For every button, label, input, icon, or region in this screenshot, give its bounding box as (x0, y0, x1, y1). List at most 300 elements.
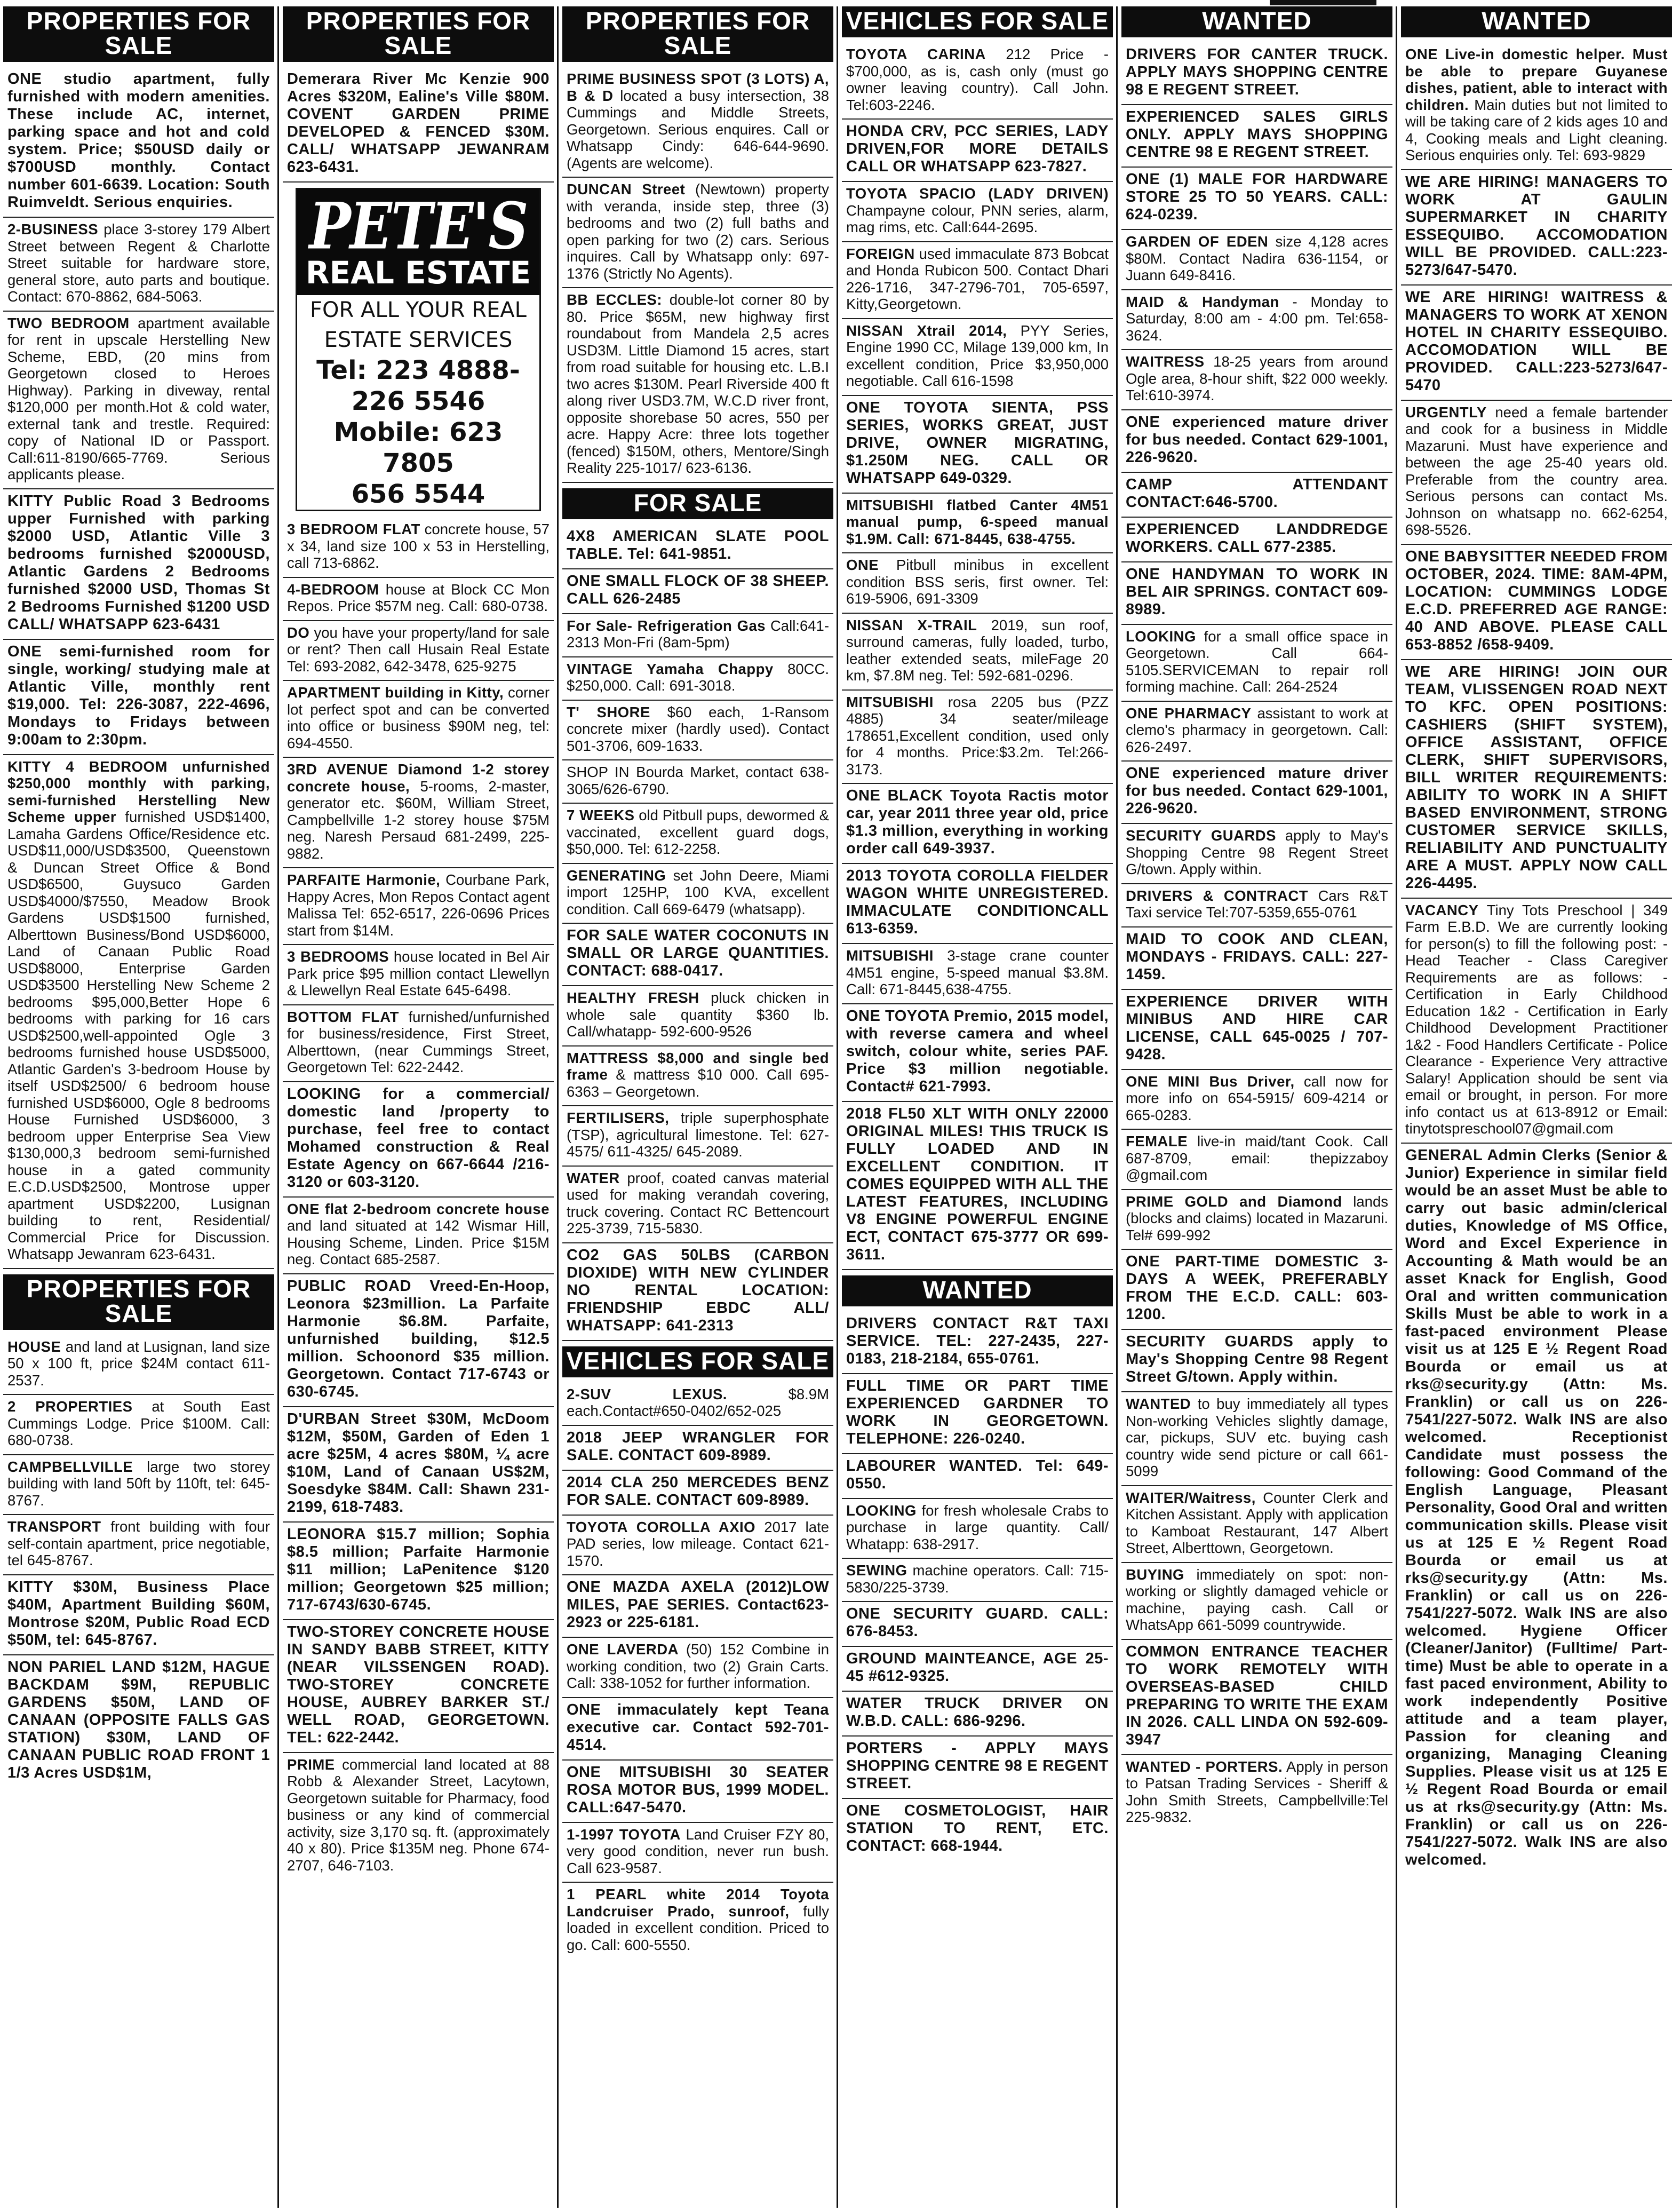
ad-body: apartment available for rent in upscale Herstelling New Scheme, EBD, (20 mins from Georgetown closed to Heroes Highway). Parking in diveway, rental $120,000 per month.Hot & cold water, external tank and trestle. Required: copy of National ID or Passport. Call:611-8190/665-7769. Serious applicants please. (7, 314, 270, 482)
ad-body: immediately on spot: non-working or slightly damaged vehicle or machine, paying cash. Call or WhatsApp 661-5099 countrywide. (1126, 1566, 1389, 1633)
classified-ad (3, 755, 274, 1269)
classified-ad (283, 1274, 554, 1407)
classified-ad (562, 1167, 833, 1243)
ad-lead: ONE (1126, 565, 1160, 583)
ad-body: TO COOK AND CLEAN, MONDAYS - FRIDAYS. CALL: 227-1459. (1126, 930, 1388, 983)
ad-lead: GENERATING (567, 867, 666, 884)
ad-body: house located in Bel Air Park price $95 million contact Llewellyn & Llewellyn Real Estate 645-6498. (287, 948, 550, 998)
ad-body: 2017 late PAD series, low mileage. Contact 621-1570. (567, 1518, 829, 1569)
ad-lead: TOYOTA SPACIO (LADY DRIVEN) (846, 185, 1109, 202)
section-header: VEHICLES FOR SALE (842, 6, 1113, 37)
ad-body: (Newtown) property with veranda, inside step, three (3) bedrooms and two (2) full baths and open parking for two (2) cars. Serious inquires. Call by Whatsapp only: 697-1376 (Strictly No Agents). (567, 181, 830, 282)
ad-body: immaculately kept Teana executive car. Contact 592-701-4514. (567, 1701, 829, 1754)
classified-ad (842, 1454, 1113, 1499)
ad-body: WAITRESS & MANAGERS TO WORK AT XENON HOTEL IN CHARITY ESSEQUIBO. ACCOMODATION WILL BE PROVIDED. CALL:223-5273/647-5470 (1405, 288, 1668, 394)
classified-column-5 (1121, 6, 1392, 2208)
ad-body: size 4,128 acres $80M. Contact Nadira 636-1154, or Juann 649-8416. (1126, 233, 1389, 283)
classified-ad (562, 1698, 833, 1761)
ad-lead: LOOKING (287, 1085, 361, 1103)
ad-lead: VINTAGE Yamaha Chappy (567, 660, 774, 677)
classified-ad (283, 868, 554, 945)
ad-body: need a female bartender and cook for a business in Middle Mazaruni. Must have experience and between the age 25-40 years old. Preferable from the country area. Serious persons can contact Ms. Johnson on whatsapp no. 662-6254, 698-5526. (1405, 403, 1668, 538)
ad-lead: MAID & Handyman (1126, 293, 1279, 310)
classified-ad (1121, 824, 1392, 884)
classified-ad (562, 864, 833, 924)
ad-lead: ONE MINI Bus Driver, (1126, 1073, 1295, 1090)
classified-ad (562, 1575, 833, 1638)
classified-ad (3, 640, 274, 755)
classified-ad (283, 1082, 554, 1198)
ad-body: & mattress $10 000. Call 695-6363 – Georgetown. (567, 1066, 829, 1100)
ad-lead: ONE (567, 1701, 601, 1718)
classified-ad (283, 1407, 554, 1523)
ad-body: JEEP WRANGLER FOR SALE. CONTACT 609-8989. (567, 1429, 830, 1464)
ad-body: front building with four self-contain apartment, price negotiable, tel 645-8767. (7, 1518, 270, 1568)
classified-ad (1121, 1250, 1392, 1330)
ad-lead: CAMP (1126, 475, 1172, 493)
ad-body: double-lot corner 80 by 80. Price $65M, new highway first roundabout from Mandela 2,5 acres USD3M. Little Diamond 15 acres, start from road suitable for housing etc. L.B.I two acres $130M. Pearl Riverside 400 ft along river USD3.7M, W.C.D river front, opposite shorebase 50 acres, 550 per acre. Happy Acre: three lots together (fenced) $150M, others, Mentore/Singh Reality 225-1017/ 623-6136. (567, 291, 829, 476)
ad-body: for a commercial/ domestic land /property to purchase, feel free to contact Mohamed construction & Real Estate Agency on 667-6644 /216-3120 or 603-3120. (287, 1085, 550, 1191)
classified-ad (1121, 562, 1392, 625)
ad-lead: PUBLIC ROAD (287, 1277, 411, 1295)
ad-lead: GROUND (846, 1650, 917, 1667)
ad-lead: PORTERS (846, 1740, 923, 1757)
column-rule (1396, 6, 1397, 2208)
ad-body: PYY Series, Engine 1990 CC, Milage 139,000 km, In excellent condition, Price $3,950,000 negotiable. Call 616-1598 (846, 322, 1109, 389)
ad-lead: 2-SUV LEXUS. (567, 1385, 727, 1402)
classified-ad (3, 1455, 274, 1516)
logo-mob2: 656 5544 (351, 479, 485, 509)
column-rule (1116, 6, 1118, 2208)
ad-lead: 7 WEEKS (567, 807, 635, 823)
ad-body: concrete house, 57 x 34, land size 100 x 53 in Herstelling, call 713-6862. (287, 521, 550, 571)
classified-ad (283, 1753, 554, 1880)
ad-body: Tiny Tots Preschool | 349 Farm E.B.D. We are currently looking for person(s) to fill the following post: - Head Teacher - Class Caregiver Requirements are as follows: - Certification in Early Childhood Education 1&2 - Certification in Early Childhood Development Practitioner 1&2 - Food Handlers Certificate - Police Clearance - Experience Very attractive Salary! Application should be sent via email or brought, in person. For more info contact us at 613-8912 or Email: tinytotspreschool07@gmail.com (1405, 901, 1668, 1137)
ad-lead: DO (287, 624, 310, 641)
classified-column-6 (1401, 6, 1672, 2208)
ad-body: MANAGERS TO WORK AT GAULIN SUPERMARKET IN CHARITY ESSEQUIBO. ACCOMODATION WILL BE PROVIDED. CALL:223-5273/647-5470. (1405, 173, 1668, 279)
ad-lead: ONE (846, 787, 881, 804)
ad-body: MAZDA AXELA (2012)LOW MILES, PAE SERIES. Contact623-2923 or 225-6181. (567, 1579, 829, 1631)
ad-body: WANTED. Tel: 649-0550. (846, 1457, 1109, 1492)
classified-ad (283, 621, 554, 681)
ad-lead: ONE PHARMACY (1126, 704, 1252, 722)
classified-ad (1121, 1486, 1392, 1563)
classified-column-1 (3, 6, 274, 2208)
classified-ad (842, 1312, 1113, 1374)
ad-body: SECURITY GUARD. CALL: 676-8453. (846, 1605, 1109, 1640)
classified-ad (842, 1559, 1113, 1602)
section-header: WANTED (1121, 6, 1392, 37)
classified-ad (283, 681, 554, 758)
ad-lead: WE ARE HIRING! (1405, 173, 1540, 191)
top-edge-bar (1270, 0, 1376, 5)
classified-ad (1401, 545, 1672, 660)
classified-ad (1121, 927, 1392, 990)
ad-lead: LOOKING (1126, 628, 1196, 645)
ad-lead: TOYOTA COROLLA AXIO (567, 1518, 756, 1535)
ad-body: Counter Clerk and Kitchen Assistant. Apply with application to Kamboat Restaurant, 147 Albert Street, Alberttown, Georgetown. (1126, 1489, 1388, 1556)
ad-body: - Monday to Saturday, 8:00 am - 4:00 pm. Tel:658-3624. (1126, 293, 1389, 344)
ad-body: FOR CANTER TRUCK. APPLY MAYS SHOPPING CENTRE 98 E REGENT STREET. (1126, 46, 1389, 98)
ad-lead: FEMALE (1126, 1133, 1188, 1149)
classified-ad (3, 67, 274, 218)
classified-ad (562, 1761, 833, 1823)
ad-body: AMERICAN SLATE POOL TABLE. Tel: 641-9851. (567, 527, 829, 562)
ad-lead: HONDA (846, 123, 904, 140)
logo-name: PETE'S (309, 188, 528, 264)
ad-body: Street $30M, McDoom $12M, $50M, Garden of Eden 1 acre $25M, 4 acres $80M, ¼ acre $10M, Land of Canaan US$2M, Soesdyke $84M. Call: Shawn 231-2199, 618-7483. (287, 1410, 550, 1516)
classified-ad (562, 1426, 833, 1471)
ad-lead: 2-BUSINESS (7, 221, 99, 237)
ad-body: Admin Clerks (Senior & Junior) Experience in similar field would be an asset Must be able to carry out basic admin/clerical duties, Knowledge of MS Office, Word and Excel Experience in Accounting & Math would be an asset Knack for English, Good Oral and written communication Skills Must be able to work in a fast-paced environment Please visit us at 125 E ½ Regent Road Bourda or email us at rks@security.gy (Attn: Ms. Franklin) or call us on 226-7541/227-5072. Walk INS are also welcomed. Receptionist Candidate must possess the following: Good Command of the English Language, Pleasant Personality, Good Oral and written communication skills. Please visit us at 125 E ½ Regent Road Bourda or email us at rks@security.gy (Attn: Ms. Franklin) or call us on 226-7541/227-5072. Walk INS are also welcomed. Hygiene Officer (Cleaner/Janitor) (Fulltime/ Part-time) Must be able to operate in a fast paced environment, Ability to work independently Positive attitude and a team player, Passion for cleaning and organizing, Managing Cleaning Supplies. Please visit us at 125 E ½ Regent Road Bourda or email us at rks@security.gy (Attn: Ms. Franklin) or call us on 226-7541/227-5072. Walk INS are also welcomed. (1405, 1146, 1668, 1868)
ad-body: CLA 250 MERCEDES BENZ FOR SALE. CONTACT 609-8989. (567, 1473, 829, 1509)
classified-ad (842, 1499, 1113, 1559)
ad-body: 5-rooms, 2-master, generator etc. $60M, William Street, Campbellville 1-2 storey house $75M neg. Naresh Persaud 681-2499, 225-9882. (287, 778, 550, 862)
classified-ad (283, 758, 554, 868)
classified-ad (562, 924, 833, 986)
ad-body: Champayne colour, PNN series, alarm, mag rims, etc. Call:644-2695. (846, 202, 1109, 235)
ad-lead: BB ECCLES: (567, 291, 663, 308)
ad-lead: MITSUBISHI flatbed Canter 4M51 manual pump, 6-speed manual $1.9M. Call: 671-8445, 638-4755. (846, 496, 1109, 547)
ad-lead: 3 BEDROOM FLAT (287, 521, 420, 537)
classified-column-3 (562, 6, 833, 2208)
ad-body: SALES GIRLS ONLY. APPLY MAYS SHOPPING CENTRE 98 E REGENT STREET. (1126, 108, 1388, 161)
ad-lead: NON PARIEL (7, 1658, 106, 1676)
ad-body: place 3-storey 179 Albert Street between Regent & Charlotte Street suitable for hardware store, general store, auto parts and boutique. Contact: 670-8862, 684-5063. (7, 221, 270, 305)
ad-lead: VACANCY (1405, 901, 1479, 918)
ad-body: $30M, Business Place $40M, Apartment Building $60M, Montrose $20M, Public Road ECD $50M, tel: 645-8767. (7, 1578, 270, 1648)
ad-body: MAINTEANCE, AGE 25-45 #612-9325. (846, 1650, 1109, 1685)
classified-ad (1121, 168, 1392, 230)
ad-body: fully loaded in excellent condition. Priced to go. Call: 600-5550. (567, 1902, 830, 1953)
ad-lead: WANTED - PORTERS. (1126, 1758, 1283, 1775)
ad-lead: 2 PROPERTIES (7, 1398, 133, 1415)
ad-body: CONTACT R&T TAXI SERVICE. TEL: 227-2435, 227-0183, 218-2184, 655-0761. (846, 1314, 1109, 1367)
logo-subtitle: REAL ESTATE (305, 255, 531, 291)
classified-ad (1121, 518, 1392, 562)
classified-ad (1401, 43, 1672, 170)
ad-lead: 2013 (846, 867, 882, 884)
ad-lead: BOTTOM FLAT (287, 1008, 399, 1025)
ad-lead: HOUSE (7, 1338, 61, 1355)
classified-ad (1121, 105, 1392, 168)
ad-lead: WATER (567, 1169, 620, 1186)
ad-body: COSMETOLOGIST, HAIR STATION TO RENT, ETC. CONTACT: 668-1944. (846, 1802, 1109, 1854)
classified-ad (1121, 473, 1392, 518)
classified-ad (562, 288, 833, 483)
ad-body: assistant to work at clemo's pharmacy in georgetown. Call: 626-2497. (1126, 704, 1389, 755)
ad-body: set John Deere, Miami import 125HP, 100 KVA, excellent condition. Call 669-6479 (whatsapp). (567, 867, 829, 917)
classified-ad (1121, 230, 1392, 290)
classified-ad (3, 1395, 274, 1455)
ad-lead: WE ARE HIRING! (1405, 288, 1549, 306)
ad-body: for fresh wholesale Crabs to purchase in large quantity. Call/ Whatapp: 638-2917. (846, 1502, 1109, 1552)
ad-body: MITSUBISHI 30 SEATER ROSA MOTOR BUS, 1999 MODEL. CALL:647-5470. (567, 1763, 829, 1816)
section-header: WANTED (842, 1275, 1113, 1306)
ad-body: OR PART TIME EXPERIENCED GARDNER TO WORK IN GEORGETOWN. TELEPHONE: 226-0240. (846, 1377, 1109, 1447)
ad-lead: TWO BEDROOM (7, 314, 130, 331)
classified-ad (3, 312, 274, 489)
ad-body: TOYOTA COROLLA FIELDER WAGON WHITE UNREGISTERED. IMMACULATE CONDITIONCALL 613-6359. (846, 867, 1109, 937)
ad-lead: Demerara River Mc Kenzie (287, 70, 511, 88)
ad-lead: ONE (1126, 1253, 1160, 1270)
ad-body: apply to May's Shopping Centre 98 Regent Street G/town. Apply within. (1126, 827, 1389, 877)
ad-body: 2019, sun roof, surround cameras, fully loaded, turbo, leather extended seats, mileFage 20 km, $7.8M neg. Tel: 592-681-0296. (846, 616, 1109, 684)
classified-ad (842, 614, 1113, 691)
classified-ad (562, 986, 833, 1046)
ad-lead: EXPERIENCE (1126, 993, 1228, 1010)
ad-lead: ONE Live-in domestic helper. Must be able to prepare Guyanese dishes, patient, able to interact with children. (1405, 46, 1668, 113)
classified-ad (842, 494, 1113, 554)
classified-ad (842, 396, 1113, 494)
ad-body: ATTENDANT CONTACT:646-5700. (1126, 475, 1388, 511)
ad-lead: MITSUBISHI (846, 947, 934, 964)
classified-ad (1121, 350, 1392, 410)
ad-body: pluck chicken in whole sale quantity $360 lb. Call/whatapp- 592-600-9526 (567, 989, 829, 1040)
ad-lead: GARDEN OF EDEN (1126, 233, 1269, 250)
ad-body: semi-furnished room for single, working/ studying male at Atlantic Ville, monthly rent $19,000. Tel: 226-3087, 222-4696, Mondays to Fridays between 9:00am to 2:30pm. (7, 643, 270, 748)
ad-body: FL50 XLT WITH ONLY 22000 ORIGINAL MILES! THIS TRUCK IS FULLY LOADED AND IN EXCELLENT CONDITION. IT COMES EQUIPPED WITH ALL THE LATEST FEATURES, INCLUDING V8 ENGINE POWERFUL ENGINE ECT, CONTACT 675-3777 OR 699-3611. (846, 1105, 1109, 1263)
ad-lead: WAITRESS (1126, 353, 1205, 370)
section-header: PROPERTIES FOR SALE (562, 6, 833, 62)
ad-lead: WANTED (1126, 1396, 1191, 1412)
ad-lead: T' SHORE (567, 703, 650, 720)
ad-lead: DRIVERS (1126, 46, 1197, 63)
ad-body: $8.9M each.Contact#650-0402/652-025 (567, 1385, 830, 1419)
ad-body: TOYOTA Premio, 2015 model, with reverse camera and wheel switch, colour white, series PAF. Price $3 million negotiable. Contact# 621-7993. (846, 1007, 1109, 1095)
ad-body: (50) 152 Combine in working condition, two (2) Grain Carts. Call: 338-1052 for further information. (567, 1641, 829, 1691)
ad-body: experienced mature driver for bus needed. Contact 629-1001, 226-9620. (1126, 765, 1388, 817)
ad-lead: TWO-STOREY (287, 1623, 394, 1640)
classified-ad (1401, 286, 1672, 401)
classified-ad (562, 525, 833, 569)
ad-body: Main duties but not limited to will be taking care of 2 kids ages 10 and 4, Cooking meals and Light cleaning. Serious enquiries only. Tel: 693-9829 (1405, 96, 1668, 163)
ad-body: proof, coated canvas material used for making verandah covering, truck covering. Contact RC Bettencourt 225-3739, 715-5830. (567, 1169, 830, 1236)
ad-lead: ONE BABYSITTER NEEDED (1405, 548, 1617, 565)
ad-body: GUARDS apply to May's Shopping Centre 98 Regent Street G/town. Apply within. (1126, 1333, 1388, 1385)
ad-body: 900 Acres $320M, Ealine's Ville $80M. COVENT GARDEN PRIME DEVELOPED & FENCED $30M. CALL/ WHATSAPP JEWANRAM 623-6431. (287, 70, 550, 176)
classified-ad (842, 242, 1113, 319)
ad-lead: ONE (1126, 765, 1160, 782)
ad-lead: FULL TIME (846, 1377, 945, 1394)
ad-lead: TRANSPORT (7, 1518, 101, 1535)
section-header: WANTED (1401, 6, 1672, 37)
classified-ad (842, 944, 1113, 1004)
ad-lead: 2018 (846, 1105, 882, 1122)
classified-ad (562, 760, 833, 804)
classified-ad (842, 1004, 1113, 1102)
classified-ad (562, 701, 833, 761)
ad-lead: WAITER/Waitress, (1126, 1489, 1256, 1506)
classified-ad (283, 1005, 554, 1082)
classified-ad (562, 657, 833, 701)
classified-column-2 (283, 6, 554, 2208)
classified-ad (842, 691, 1113, 784)
ad-body: Apply in person to Patsan Trading Services - Sheriff & John Smith Streets, Campbellville:Tel 225-9832. (1126, 1758, 1389, 1825)
classified-ad (842, 1737, 1113, 1799)
ad-lead: LABOURER (846, 1457, 936, 1474)
section-header: VEHICLES FOR SALE (562, 1346, 833, 1377)
ad-body: corner lot perfect spot and can be converted into office or business $90M neg, tel: 694-4550. (287, 684, 550, 751)
ad-body: TOYOTA SIENTA, PSS SERIES, WORKS GREAT, JUST DRIVE, OWNER MIGRATING, $1.250M NEG. CALL OR WHATSAPP 649-0329. (846, 399, 1109, 487)
ad-lead: ONE (846, 399, 881, 416)
classified-ad (842, 864, 1113, 944)
ad-lead: ONE (1126, 171, 1160, 188)
ad-body: CRV, PCC SERIES, LADY DRIVEN,FOR MORE DETAILS CALL OR WHATSAPP 623-7827. (846, 123, 1109, 175)
classified-ad (3, 489, 274, 640)
classified-ad (1121, 762, 1392, 824)
ad-body: commercial land located at 88 Robb & Alexander Street, Lacytown, Georgetown suitable for Pharmacy, food business or any kind of commercial activity, size 3,170 sq. ft. (approximately 40 x 80). Price $135M neg. Phone 674-2707, 646-7103. (287, 1756, 550, 1874)
classified-ad (562, 1516, 833, 1576)
classified-ad (3, 1575, 274, 1655)
ad-lead: ONE (567, 1763, 601, 1781)
ad-body: lands (blocks and claims) located in Mazaruni. Tel# 699-992 (1126, 1193, 1388, 1243)
ad-lead: ONE (1126, 413, 1160, 431)
ad-body: (1) MALE FOR HARDWARE STORE 25 TO 50 YEARS. CALL: 624-0239. (1126, 171, 1388, 223)
ad-lead: LEONORA (287, 1525, 366, 1543)
ad-body: SHOP IN Bourda Market, contact 638-3065/626-6790. (567, 764, 829, 797)
ad-body: 18-25 years from around Ogle area, 8-hour shift, $22 000 weekly. Tel:610-3974. (1126, 353, 1388, 403)
classified-ad (1401, 899, 1672, 1144)
ad-body: Cars R&T Taxi service Tel:707-5359,655-0761 (1126, 887, 1389, 921)
ad-lead: COMMON (1126, 1643, 1200, 1660)
classified-ad (283, 518, 554, 578)
classified-ad (562, 1383, 833, 1426)
ad-body: furnished/unfurnished for business/residence, First Street, Alberttown, (near Cummings Street, Georgetown Tel: 622-2442. (287, 1008, 550, 1075)
classified-ad (562, 1823, 833, 1883)
logo-line2: ESTATE SERVICES (324, 328, 513, 352)
classified-ad (1401, 401, 1672, 545)
ad-body: FROM OCTOBER, 2024. TIME: 8AM-4PM, LOCATION: CUMMINGS LODGE E.C.D. PREFERRED AGE RANGE: 40 AND ABOVE. PLEASE CALL 653-8852 /658-9409. (1405, 548, 1668, 653)
classified-ad (1121, 625, 1392, 702)
ad-body: SMALL FLOCK OF 38 SHEEP. CALL 626-2485 (567, 572, 829, 607)
ad-body: DRIVER WITH MINIBUS AND HIRE CAR LICENSE, CALL 645-0025 / 707-9428. (1126, 993, 1389, 1063)
ad-body: furnished USD$1400, Lamaha Gardens Office/Residence etc. USD$11,000/USD$3500, Queenstown & Duncan Street Office & Bond USD$6500, Guysuco Garden USD$4000/$7550, Meadow Brook Gardens USD$1500 furnished, Alberttown Business/Bond USD$6000, Land of Canaan Public Road USD$8000, Enterprise Garden USD$3500 Herstelling New Scheme 2 bedrooms $95,000,Better Hope 6 bedrooms with parking for 16 cars USD$2500,well-appointed Ogle 3 bedrooms furnished house USD$5000, Atlantic Garden's 3-bedroom House by itself USD$2500/ 6 bedroom house furnished USD$6000, Ogle 8 bedrooms House Furnished USD$6000, 3 bedroom upper Enterprise Sea View $130,000,3 bedroom semi-furnished house in a gated community E.C.D.USD$2500, Montrose upper apartment USD$2200, Lusignan building to rent, Residential/ Commercial Price for Discussion. Whatsapp Jewanram 623-6431. (7, 808, 270, 1262)
classified-ad (842, 1799, 1113, 1860)
ad-body: Courbane Park, Happy Acres, Mon Repos Contact agent Malissa Tel: 652-6517, 226-0696 Prices start from $14M. (287, 871, 550, 939)
logo-banner (297, 189, 539, 295)
classified-ad (1121, 1070, 1392, 1130)
petes-real-estate-logo (296, 188, 541, 511)
ad-lead: CAMPBELLVILLE (7, 1458, 133, 1475)
ad-body: TRUCK DRIVER ON W.B.D. CALL: 686-9296. (846, 1695, 1109, 1730)
classified-ad (3, 1655, 274, 1787)
column-rule (277, 6, 279, 2208)
classified-ad (842, 182, 1113, 242)
ad-lead: EXPERIENCED (1126, 108, 1240, 125)
ad-lead: PARFAITE Harmonie, (287, 871, 441, 888)
ad-lead: KITTY (7, 1578, 53, 1596)
classified-ad (1121, 884, 1392, 927)
ad-lead: MITSUBISHI (846, 693, 934, 710)
ad-body: HANDYMAN TO WORK IN BEL AIR SPRINGS. CONTACT 609-8989. (1126, 565, 1388, 618)
ad-lead: HEALTHY FRESH (567, 989, 699, 1006)
ad-lead: PRIME GOLD and Diamond (1126, 1193, 1342, 1210)
ad-body: 80CC. $250,000. Call: 691-3018. (567, 660, 830, 694)
ad-body: machine operators. Call: 715-5830/225-3739. (846, 1562, 1109, 1596)
ad-lead: DRIVERS (846, 1314, 917, 1332)
ad-lead: SECURITY GUARDS (1126, 827, 1277, 844)
ad-body: at South East Cummings Lodge. Price $100M. Call: 680-0738. (7, 1398, 270, 1448)
ad-body: rosa 2205 bus (PZZ 4885) 34 seater/mileage 178651,Excellent condition, used only for 4 months. Price:$3.2m. Tel:266-3173. (846, 693, 1109, 778)
ad-lead: APARTMENT building in Kitty, (287, 684, 504, 701)
ad-lead: CO2 GAS 50LBS (567, 1246, 731, 1264)
ad-lead: ONE (846, 1605, 881, 1622)
ad-lead: ONE (7, 643, 42, 660)
ad-body: (CARBON DIOXIDE) WITH NEW CYLINDER NO RENTAL LOCATION: FRIENDSHIP EBDC ALL/ WHATSAPP: 641-2313 (567, 1246, 830, 1334)
ad-body: and land situated at 142 Wismar Hill, Housing Scheme, Linden. Price $15M neg. Contact 685-2587. (287, 1217, 550, 1267)
ad-body: PART-TIME DOMESTIC 3-DAYS A WEEK, PREFERABLY FROM THE E.C.D. CALL: 603-1200. (1126, 1253, 1389, 1323)
ad-body: triple superphosphate (TSP), agricultural limestone. Tel: 627-4575/ 611-4325/ 645-2089. (567, 1109, 829, 1160)
classified-ad (562, 1638, 833, 1698)
classified-ad (283, 1620, 554, 1753)
section-header: FOR SALE (562, 488, 833, 519)
classified-ad (1121, 702, 1392, 762)
classified-ad (1121, 1130, 1392, 1190)
classified-ad (842, 43, 1113, 120)
ad-lead: PRIME (287, 1756, 335, 1773)
classified-ad (562, 1046, 833, 1107)
ad-lead: URGENTLY (1405, 403, 1487, 421)
ad-body: call now for more info on 654-5915/ 609-4214 or 665-0283. (1126, 1073, 1389, 1123)
classified-ad (1401, 170, 1672, 286)
ad-lead: ONE flat 2-bedroom concrete house (287, 1200, 550, 1217)
ad-lead: MATTRESS $8,000 and single bed frame (567, 1049, 829, 1083)
section-header: PROPERTIES FOR SALE (283, 6, 554, 62)
classified-ad (562, 1883, 833, 1959)
ad-body: located a busy intersection, 38 Cummings and Middle Streets, Georgetown. Serious enquires. Call or Whatsapp Cindy: 646-644-9690. (Agents are welcome). (567, 87, 829, 171)
ad-lead: DRIVERS & CONTRACT (1126, 887, 1309, 904)
ad-lead: ONE (846, 557, 879, 573)
ad-lead: 3RD AVENUE Diamond 1-2 storey concrete house, (287, 761, 550, 795)
ad-lead: NISSAN Xtrail 2014, (846, 322, 1007, 339)
ad-lead: 3 BEDROOMS (287, 948, 389, 965)
ad-body: Call:641-2313 Mon-Fri (8am-5pm) (567, 617, 829, 651)
ad-lead: FOR SALE (567, 927, 649, 944)
ad-lead: SECURITY (1126, 1333, 1206, 1350)
ad-lead: 4-BEDROOM (287, 581, 379, 598)
ad-body: - APPLY MAYS SHOPPING CENTRE 98 E REGENT STREET. (846, 1740, 1109, 1792)
ad-lead: TOYOTA CARINA (846, 46, 986, 62)
classified-ad (842, 784, 1113, 864)
ad-lead: KITTY 4 BEDROOM unfurnished $250,000 monthly with parking, semi-furnished Herstelling New Scheme upper (7, 758, 270, 825)
ad-body: Public Road 3 Bedrooms upper Furnished with parking $2000 USD, Atlantic Ville 3 bedrooms furnished $2000USD, Atlantic Gardens 2 Bedrooms furnished $2000 USD, Thomas St 2 Bedrooms Furnished $1200 USD CALL/ WHATSAPP 623-6431 (7, 492, 270, 633)
classified-ad (842, 319, 1113, 396)
classified-ad (562, 569, 833, 614)
classified-ad (283, 578, 554, 621)
logo-line1: FOR ALL YOUR REAL (310, 298, 527, 322)
ad-lead: SEWING (846, 1562, 907, 1579)
ad-body: $60 each, 1-Ransom concrete mixer (hardly used). Contact 501-3706, 609-1633. (567, 703, 829, 754)
classified-ad (283, 1523, 554, 1620)
ad-lead: 1 PEARL white 2014 Toyota Landcruiser Prado, sunroof, (567, 1886, 829, 1920)
ad-lead: 2018 (567, 1429, 602, 1446)
ad-lead: ONE LAVERDA (567, 1641, 679, 1658)
ad-lead: WATER (846, 1695, 903, 1712)
ad-body: Pitbull minibus in excellent condition BSS seris, first owner. Tel: 619-5906, 691-3309 (846, 557, 1109, 607)
ad-body: VLISSENGEN ROAD NEXT TO KFC. OPEN POSITIONS: CASHIERS (SHIFT SYSTEM), OFFICE ASSISTANT, OFFICE CLERK, SHIFT SUPERVISORS, BILL WRITER REQUIREMENTS: ABILITY TO WORK IN A SHIFT BASED ENVIRONMENT, STRONG CUSTOMER SERVICE SKILLS, RELIABILITY AND PUNCTUALITY ARE A MUST. APPLY NOW CALL 226-4495. (1405, 680, 1668, 892)
ad-body: ENTRANCE TEACHER TO WORK REMOTELY WITH OVERSEAS-BASED CHILD PREPARING TO WRITE THE EXAM IN 2026. CALL LINDA ON 592-609-3947 (1126, 1643, 1389, 1748)
ad-lead: ONE (567, 1579, 601, 1596)
ad-lead: ONE (567, 572, 601, 590)
ad-lead: FERTILISERS, (567, 1109, 670, 1126)
ad-body: Vreed-En-Hoop, Leonora $23million. La Parfaite Harmonie $6.8M. Parfaite, unfurnished building, $12.5 million. Schoonord $35 million. Georgetown. Contact 717-6743 or 630-6745. (287, 1277, 550, 1400)
ad-body: to buy immediately all types Non-working Vehicles slightly damage, car, pickups, SUV etc. buying cash country wide send picture or call 661-5099 (1126, 1396, 1389, 1479)
ad-lead: For Sale- Refrigeration Gas (567, 617, 766, 634)
ad-body: large two storey building with land 50ft by 110ft, tel: 645-8767. (7, 1458, 270, 1509)
classified-ad (842, 553, 1113, 614)
